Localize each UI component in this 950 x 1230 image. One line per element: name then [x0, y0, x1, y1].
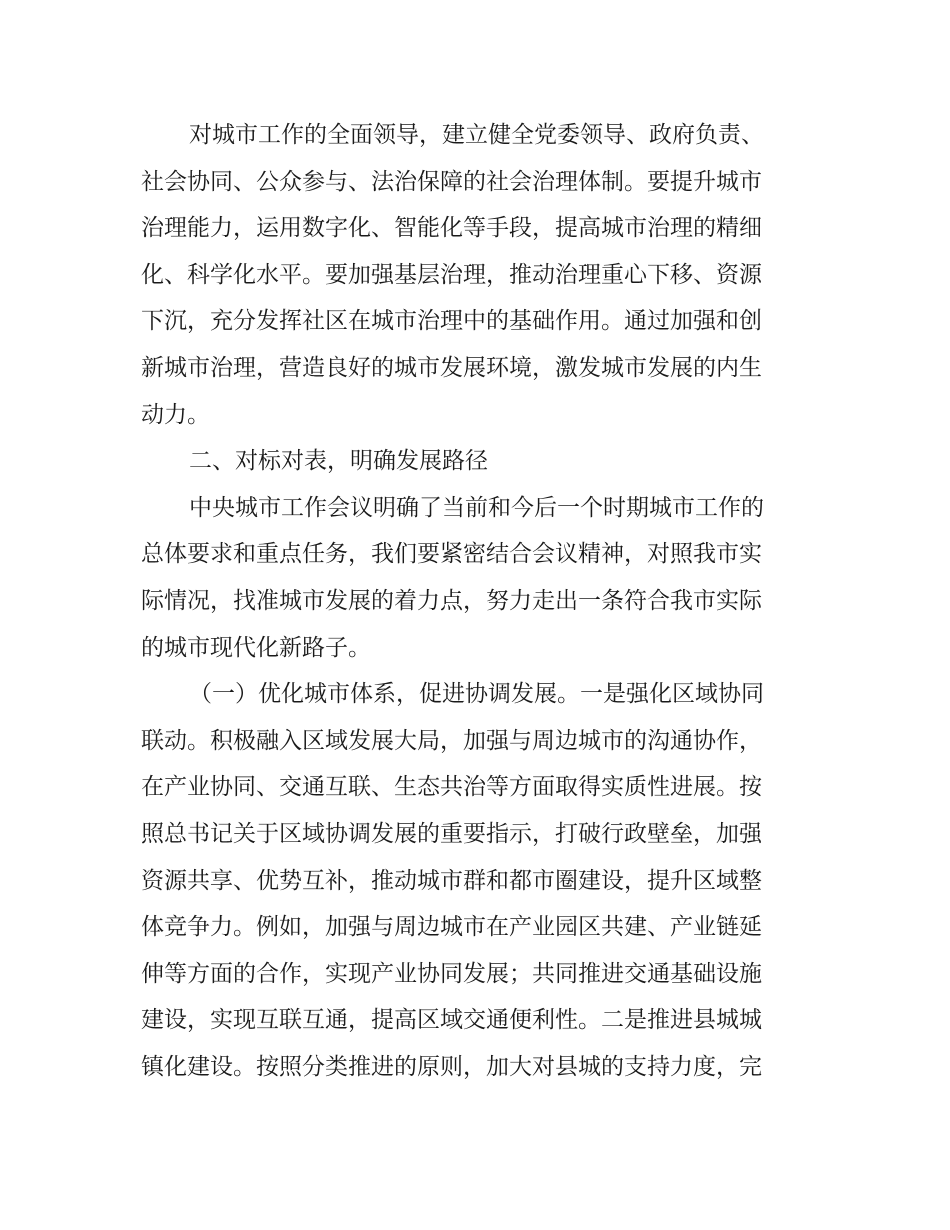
paragraph-line: 联动。积极融入区域发展大局，加强与周边城市的沟通协作，	[141, 727, 762, 754]
paragraph-conference-requirements	[141, 485, 813, 671]
paragraph-line: 的城市现代化新路子。	[141, 634, 371, 661]
paragraph-line: 镇化建设。按照分类推进的原则，加大对县城的支持力度，完	[141, 1053, 762, 1080]
section-heading-text: 二、对标对表，明确发展路径	[189, 448, 488, 475]
paragraph-line: 体竞争力。例如，加强与周边城市在产业园区共建、产业链延	[141, 914, 762, 941]
paragraph-line: 社会协同、公众参与、法治保障的社会治理体制。要提升城市	[141, 168, 762, 195]
paragraph-line: 照总书记关于区域协调发展的重要指示，打破行政壁垒，加强	[141, 820, 762, 847]
paragraph-line: 建设，实现互联互通，提高区域交通便利性。二是推进县城城	[141, 1007, 762, 1034]
paragraph-line: 对城市工作的全面领导，建立健全党委领导、政府负责、	[189, 122, 764, 148]
paragraph-line: 总体要求和重点任务，我们要紧密结合会议精神，对照我市实	[141, 541, 762, 568]
paragraph-city-governance	[141, 112, 813, 438]
paragraph-line: 新城市治理，营造良好的城市发展环境，激发城市发展的内生	[141, 354, 762, 381]
paragraph-line: 际情况，找准城市发展的着力点，努力走出一条符合我市实际	[141, 587, 762, 614]
paragraph-line: 资源共享、优势互补，推动城市群和都市圈建设，提升区域整	[141, 867, 762, 894]
paragraph-line: （一）优化城市体系，促进协调发展。一是强化区域协同	[189, 681, 764, 708]
paragraph-line: 伸等方面的合作，实现产业协同发展；共同推进交通基础设施	[141, 960, 762, 987]
paragraph-line: 在产业协同、交通互联、生态共治等方面取得实质性进展。按	[141, 774, 762, 801]
paragraph-optimize-city-system	[141, 671, 813, 1090]
paragraph-line: 化、科学化水平。要加强基层治理，推动治理重心下移、资源	[141, 261, 762, 288]
paragraph-line: 中央城市工作会议明确了当前和今后一个时期城市工作的	[189, 494, 764, 521]
document-body	[141, 112, 813, 1090]
section-heading	[141, 438, 813, 485]
paragraph-line: 下沉，充分发挥社区在城市治理中的基础作用。通过加强和创	[141, 308, 762, 335]
paragraph-line: 动力。	[141, 401, 210, 428]
paragraph-line: 治理能力，运用数字化、智能化等手段，提高城市治理的精细	[141, 215, 762, 242]
